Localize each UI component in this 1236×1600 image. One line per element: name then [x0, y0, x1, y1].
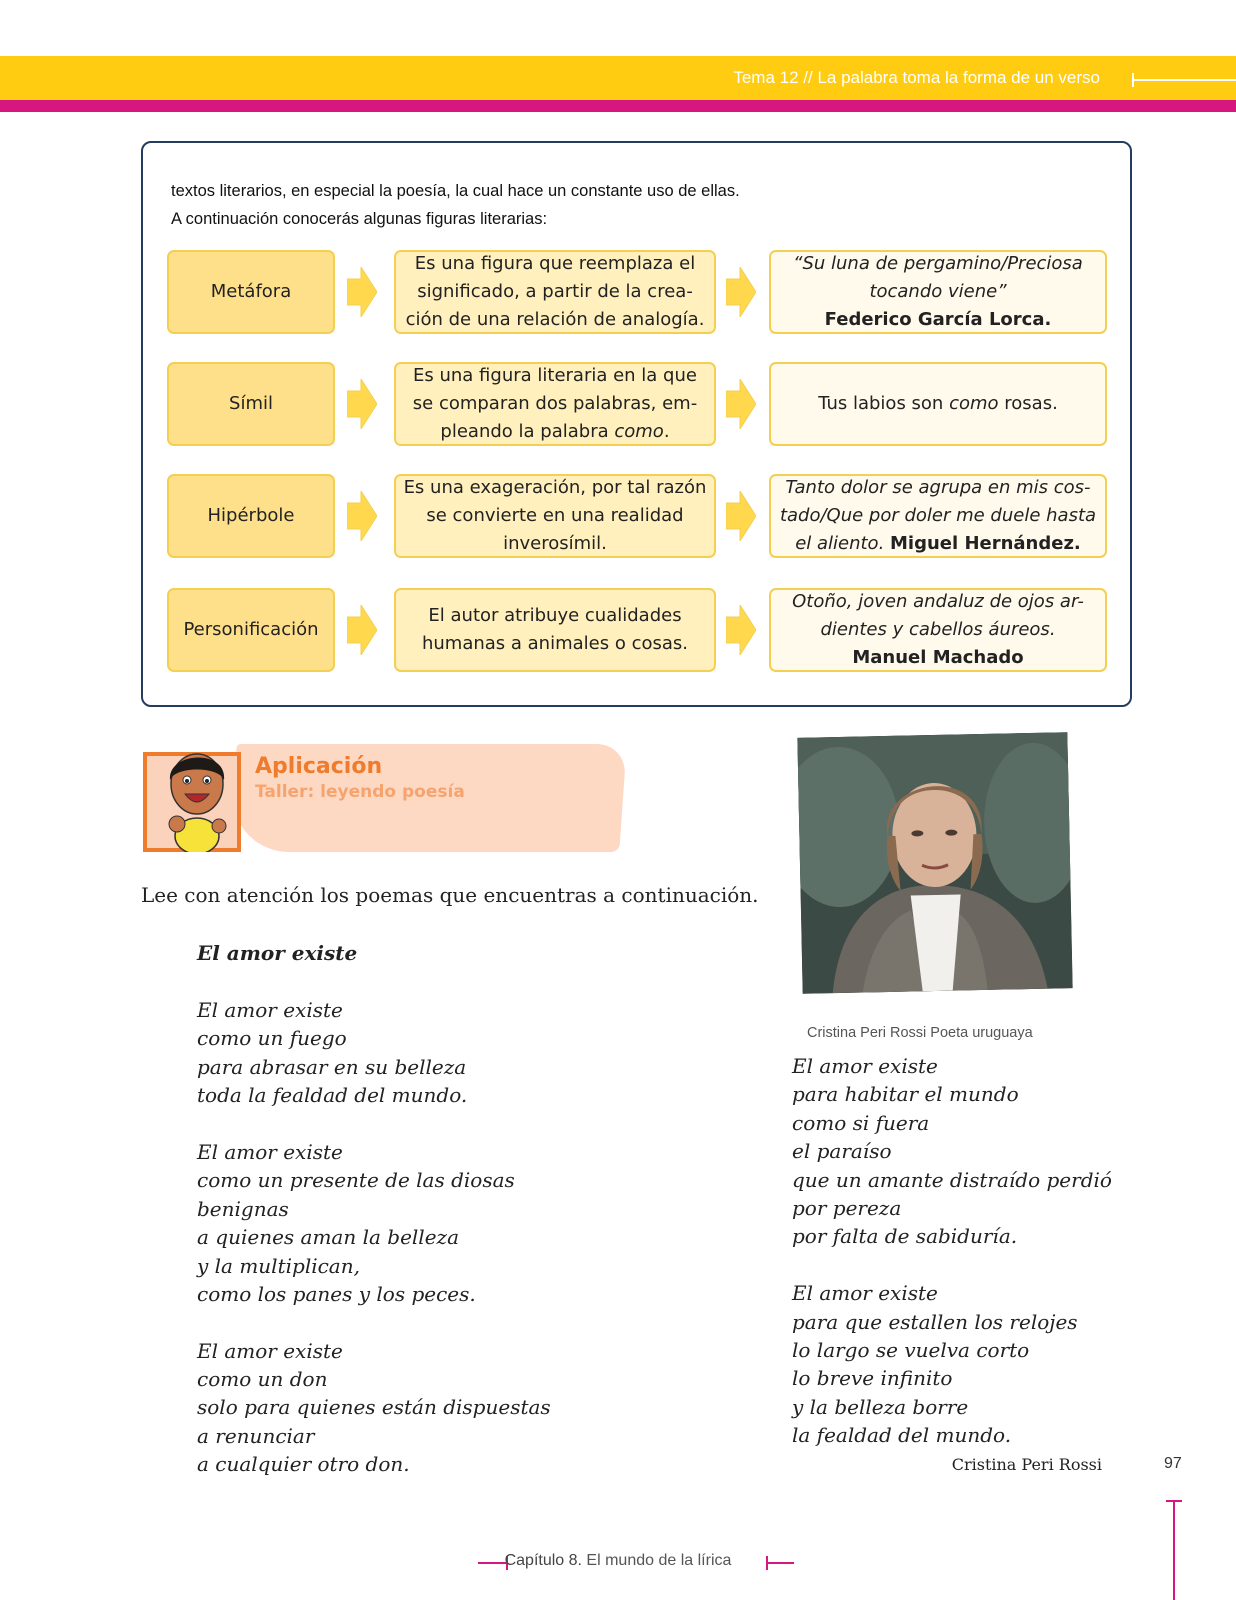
intro-text [171, 177, 740, 233]
def-line: humanas a animales o cosas. [421, 633, 688, 654]
poem-line: y la multiplican, [197, 1253, 360, 1278]
example-author: Miguel Hernández. [890, 533, 1081, 554]
poem-line: como los panes y los peces. [197, 1281, 476, 1306]
aplicacion-banner [143, 744, 621, 854]
poem-line: benignas [197, 1196, 289, 1221]
example-line: dientes y cabellos áureos. [820, 619, 1056, 640]
def-italic-word: como [614, 421, 664, 442]
poem-line: a cualquier otro don. [197, 1452, 410, 1477]
poem-line: El amor existe [197, 998, 343, 1022]
example-line: Otoño, joven andaluz de ojos ar- [792, 591, 1084, 612]
example-line: “Su luna de pergamino/Preciosa [793, 253, 1083, 274]
definition-metafora [394, 250, 716, 334]
page-number: 97 [1164, 1455, 1182, 1472]
aplicacion-title: Aplicación [255, 754, 383, 779]
poem-title: El amor existe [197, 941, 358, 965]
def-line: se convierte en una realidad [426, 505, 684, 526]
poem-line: El amor existe [197, 1139, 343, 1164]
arrow-right-icon [726, 491, 756, 541]
example-italic-word: como [949, 393, 999, 414]
poem-line: como un don [197, 1367, 328, 1392]
poem-line: toda la fealdad del mundo. [197, 1083, 468, 1108]
intro-line-2: A continuación conocerás algunas figuras literarias: [171, 210, 548, 228]
poem-line: para que estallen los relojes [792, 1309, 1078, 1334]
example-line: tado/Que por doler me duele hasta [779, 505, 1097, 526]
poem-line: lo breve infinito [792, 1366, 953, 1391]
footer-rule-right [766, 1562, 794, 1564]
example-metafora [769, 250, 1107, 334]
example-line: tocando viene” [869, 281, 1007, 302]
page-header-title: Tema 12 // La palabra toma la forma de un verso [733, 68, 1100, 87]
poem-line: a quienes aman la belleza [197, 1225, 459, 1250]
def-line: pleando la palabra [440, 421, 615, 442]
arrow-right-icon [347, 267, 377, 317]
intro-line-1: textos literarios, en especial la poesía, la cual hace un constante uso de ellas. [171, 182, 740, 200]
example-simil [769, 362, 1107, 446]
literary-figures-box [141, 141, 1132, 707]
def-line: inverosímil. [503, 533, 607, 554]
poem-right-column [792, 1052, 1112, 1449]
term-metafora: Metáfora [167, 250, 335, 334]
poem-left-column [197, 996, 551, 1479]
poem-author: Cristina Peri Rossi [951, 1455, 1102, 1474]
footer-chapter: Capítulo 8. [504, 1552, 582, 1569]
arrow-right-icon [726, 605, 756, 655]
arrow-right-icon [347, 379, 377, 429]
poem-line: como si fuera [792, 1110, 930, 1135]
author-photo [797, 732, 1072, 994]
def-line: significado, a partir de la crea- [417, 281, 693, 302]
term-simil: Símil [167, 362, 335, 446]
poem-line: para habitar el mundo [792, 1082, 1019, 1107]
definition-hiperbole [394, 474, 716, 558]
example-personificacion [769, 588, 1107, 672]
page-footer [0, 1552, 1236, 1570]
example-hiperbole [769, 474, 1107, 558]
definition-simil [394, 362, 716, 446]
arrow-right-icon [347, 605, 377, 655]
example-pre: Tus labios son [818, 393, 950, 414]
example-author: Manuel Machado [852, 647, 1024, 668]
poem-line: lo largo se vuelva corto [792, 1337, 1030, 1362]
term-personificacion: Personificación [167, 588, 335, 672]
poem-line: El amor existe [197, 1338, 343, 1363]
poem-line: la fealdad del mundo. [792, 1423, 1012, 1448]
arrow-right-icon [347, 491, 377, 541]
student-mascot-icon [157, 740, 237, 852]
poem-line: solo para quienes están dispuestas [197, 1395, 551, 1420]
poem-line: por pereza [792, 1195, 902, 1220]
poem-line: El amor existe [792, 1054, 938, 1078]
photo-caption: Cristina Peri Rossi Poeta uruguaya [807, 1025, 1033, 1041]
author-portrait-image [797, 732, 1072, 994]
example-line: Tanto dolor se agrupa en mis cos- [785, 477, 1091, 498]
margin-line [1173, 1500, 1175, 1600]
def-line: Es una exageración, por tal razón [403, 477, 707, 498]
poem-line: y la belleza borre [792, 1394, 969, 1419]
example-author: Federico García Lorca. [824, 309, 1052, 330]
arrow-right-icon [726, 379, 756, 429]
def-line: Es una figura que reemplaza el [414, 253, 696, 274]
poem-line: como un presente de las diosas [197, 1168, 515, 1193]
header-tick [1132, 73, 1134, 87]
arrow-right-icon [726, 267, 756, 317]
example-post: rosas. [998, 393, 1058, 414]
def-line: se comparan dos palabras, em- [412, 393, 698, 414]
poem-line: para abrasar en su belleza [197, 1054, 467, 1079]
poem-line: que un amante distraído perdió [792, 1167, 1112, 1192]
footer-title: El mundo de la lírica [581, 1552, 732, 1569]
def-line: ción de una relación de analogía. [405, 309, 705, 330]
def-line: Es una figura literaria en la que [413, 365, 697, 386]
header-rule [1132, 79, 1236, 81]
def-line: El autor atribuye cualidades [428, 605, 682, 626]
poem-line: El amor existe [792, 1281, 938, 1306]
header-stripe [0, 100, 1236, 112]
def-end: . [663, 421, 670, 442]
instructions-text: Lee con atención los poemas que encuentras a continuación. [141, 883, 759, 907]
poem-line: a renunciar [197, 1423, 315, 1448]
poem-line: el paraíso [792, 1139, 892, 1164]
poem-line: como un fuego [197, 1026, 347, 1051]
example-line: el aliento. [795, 533, 891, 554]
aplicacion-subtitle: Taller: leyendo poesía [255, 782, 465, 802]
definition-personificacion [394, 588, 716, 672]
poem-line: por falta de sabiduría. [792, 1224, 1018, 1249]
term-hiperbole: Hipérbole [167, 474, 335, 558]
